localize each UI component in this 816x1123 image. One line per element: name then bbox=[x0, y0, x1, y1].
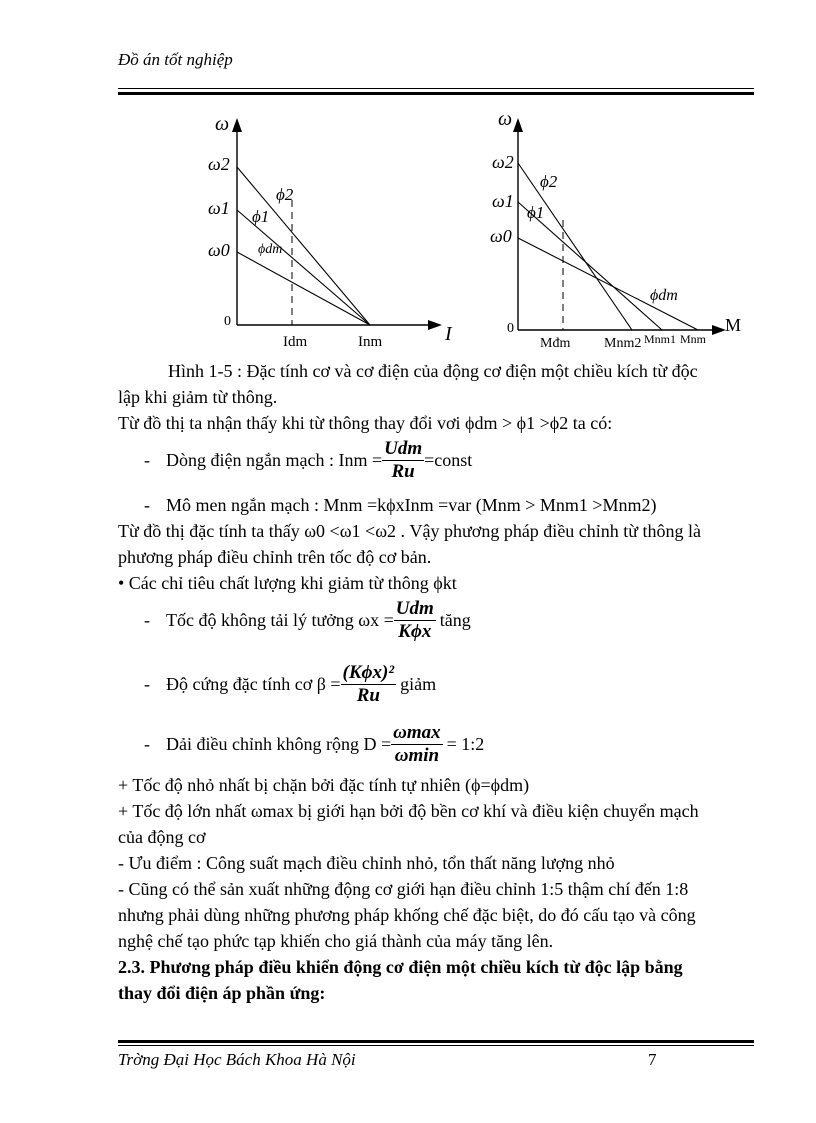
right-tick-mnm2: Mnm2 bbox=[604, 336, 642, 351]
speed-formula bbox=[144, 596, 471, 644]
min-speed: + Tốc độ nhỏ nhất bị chặn bởi đặc tính tự nhiên (ϕ=ϕdm) bbox=[118, 775, 530, 795]
short-torque bbox=[144, 492, 657, 518]
body bbox=[118, 358, 758, 1018]
footer-rule bbox=[118, 1045, 754, 1046]
speed-fraction bbox=[394, 598, 436, 643]
left-y-axis-label: ω bbox=[215, 113, 230, 135]
bullet: - bbox=[144, 734, 150, 754]
footer-school: Trờng Đại Học Bách Khoa Hà Nội bbox=[118, 1050, 356, 1069]
range-den: ωmin bbox=[394, 744, 440, 766]
figure-right bbox=[490, 108, 741, 351]
caption-line-2: lập khi giảm từ thông. bbox=[118, 387, 278, 407]
range-fraction bbox=[391, 722, 443, 767]
conclusion-2: phương pháp điều chỉnh trên tốc độ cơ bản. bbox=[118, 547, 432, 567]
page-number: 7 bbox=[648, 1050, 657, 1069]
intro: Từ đồ thị ta nhận thấy khi từ thông thay đổi vơi ϕdm > ϕ1 >ϕ2 ta có: bbox=[118, 413, 613, 433]
bullet: - bbox=[144, 674, 150, 694]
speed-num: Udm bbox=[395, 597, 434, 619]
speed-den: Kϕx bbox=[398, 620, 432, 642]
right-phidm: ϕdm bbox=[650, 287, 678, 304]
section-heading-1: 2.3. Phương pháp điều khiển động cơ điện một chiều kích từ độc lập bằng bbox=[118, 957, 683, 977]
left-phi1: ϕ1 bbox=[252, 207, 270, 226]
short-current-tail: =const bbox=[424, 450, 473, 470]
left-x-axis-label: I bbox=[445, 323, 452, 345]
left-y-label-2: ω2 bbox=[208, 154, 230, 174]
right-tick-mnm1: Mnm1 bbox=[644, 332, 677, 346]
stiffness-formula bbox=[144, 658, 436, 710]
short-torque-text: Mô men ngắn mạch : Mnm =kϕxInm =var (Mnm > Mnm1 >Mnm2) bbox=[166, 495, 657, 515]
short-current-num: Udm bbox=[384, 437, 423, 459]
speed-label: Tốc độ không tải lý tưởng ωx = bbox=[166, 610, 394, 630]
left-y-label-1: ω1 bbox=[208, 198, 230, 218]
right-y-label-1: ω1 bbox=[492, 191, 514, 211]
max-speed-2: của động cơ bbox=[118, 827, 206, 847]
caption-line-1: Hình 1-5 : Đặc tính cơ và cơ điện của động cơ điện một chiều kích từ độc bbox=[168, 361, 698, 381]
advantage: - Ưu điểm : Công suất mạch điều chỉnh nhỏ, tổn thất năng lượng nhỏ bbox=[118, 853, 615, 873]
right-y-label-0: ω0 bbox=[490, 226, 512, 246]
left-tick-idm: Idm bbox=[283, 334, 308, 350]
extra-2: nhưng phải dùng những phương pháp khống chế đặc biệt, do đó cấu tạo và công bbox=[118, 905, 696, 925]
header-title: Đồ án tốt nghiệp bbox=[118, 50, 233, 69]
stiff-fraction bbox=[341, 662, 397, 707]
figure-left bbox=[208, 113, 453, 350]
bullet: - bbox=[144, 495, 150, 515]
range-tail: = 1:2 bbox=[446, 734, 485, 754]
stiff-label: Độ cứng đặc tính cơ β = bbox=[166, 674, 341, 694]
short-current-den: Ru bbox=[391, 460, 415, 482]
figures bbox=[0, 0, 816, 360]
short-current-fraction bbox=[382, 438, 424, 483]
speed-tail: tăng bbox=[439, 610, 471, 630]
section-heading-2: thay đổi điện áp phần ứng: bbox=[118, 983, 326, 1003]
right-phi2: ϕ2 bbox=[540, 172, 558, 191]
bullet: - bbox=[144, 450, 150, 470]
range-label: Dải điều chỉnh không rộng D = bbox=[166, 734, 392, 754]
criteria: • Các chỉ tiêu chất lượng khi giảm từ thông ϕkt bbox=[118, 573, 457, 593]
bullet: - bbox=[144, 610, 150, 630]
right-x-axis-label: M bbox=[725, 315, 742, 335]
range-formula bbox=[144, 720, 484, 768]
left-phidm: ϕdm bbox=[258, 242, 283, 257]
short-current bbox=[144, 438, 472, 482]
conclusion-1: Từ đồ thị đặc tính ta thấy ω0 <ω1 <ω2 . Vậy phương pháp điều chỉnh từ thông là bbox=[118, 521, 702, 541]
left-y-label-0: ω0 bbox=[208, 240, 230, 260]
right-phi1: ϕ1 bbox=[527, 203, 545, 222]
right-tick-mnm: Mnm bbox=[680, 332, 707, 346]
right-tick-mdm: Mđm bbox=[540, 336, 571, 351]
extra-3: nghệ chế tạo phức tạp khiến cho giá thành của máy tăng lên. bbox=[118, 931, 554, 951]
left-origin: 0 bbox=[224, 314, 231, 329]
stiff-den: Ru bbox=[356, 684, 380, 706]
range-num: ωmax bbox=[393, 721, 441, 743]
max-speed-1: + Tốc độ lớn nhất ωmax bị giới hạn bởi độ bền cơ khí và điều kiện chuyển mạch bbox=[118, 801, 699, 821]
extra-1: - Cũng có thể sản xuất những động cơ giới hạn điều chỉnh 1:5 thậm chí đến 1:8 bbox=[118, 879, 689, 899]
right-y-axis-label: ω bbox=[498, 108, 513, 130]
left-tick-inm: Inm bbox=[358, 334, 383, 350]
right-y-label-2: ω2 bbox=[492, 152, 514, 172]
short-current-label: Dòng điện ngắn mạch : Inm = bbox=[166, 450, 383, 470]
stiff-tail: giảm bbox=[400, 674, 437, 694]
right-origin: 0 bbox=[507, 321, 514, 336]
left-phi2: ϕ2 bbox=[276, 185, 294, 204]
footer-rule-thick bbox=[118, 1040, 754, 1043]
stiff-num: (Kϕx)² bbox=[342, 661, 395, 683]
